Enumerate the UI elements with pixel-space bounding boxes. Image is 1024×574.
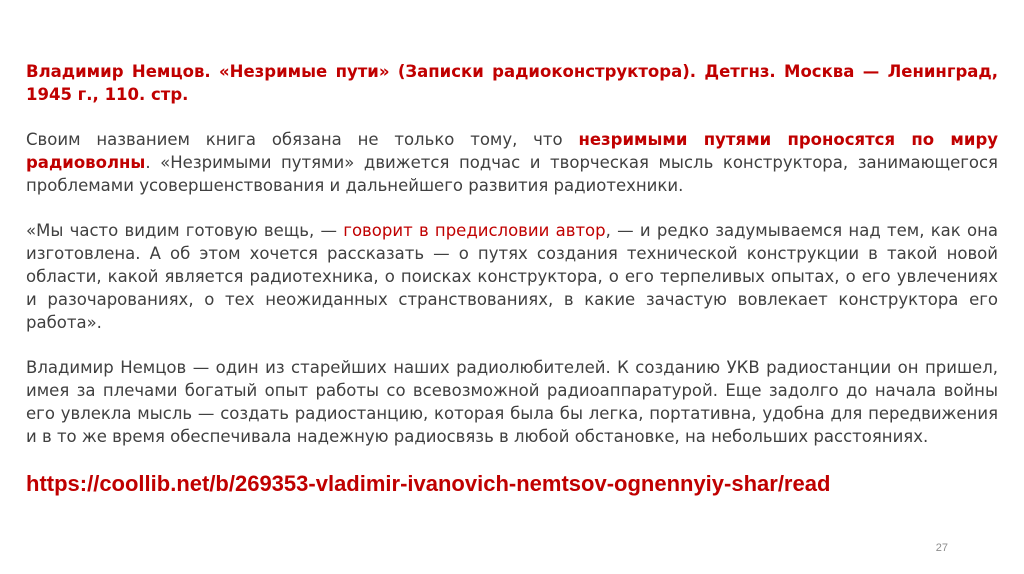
paragraph-text: , — и редко задумываемся над тем, как она изготовлена. А об этом хочется рассказать — о путях создания технической конструкции в такой новой области, какой является радиотехника, о поисках конструктора, о его терпеливых опытах, о его увлечениях и разочарованиях, о тех неожиданных странствованиях, в какие зачастую вовлекает конструктора его работа». [26, 221, 998, 332]
page-number: 27 [935, 542, 948, 554]
paragraph-text: «Мы часто видим готовую вещь, — [26, 221, 344, 240]
paragraph-about-author: Владимир Немцов — один из старейших наших радиолюбителей. К созданию УКВ радиостанции он пришел, имея за плечами богатый опыт работы со всевозможной радиоаппаратурой. Еще задолго до начала войны его увлекла мысль — создать радиостанцию, которая была бы легка, портативна, удобна для передвижения и в то же время обеспечивала надежную радиосвязь в любой обстановке, на небольших расстояниях. [26, 358, 998, 446]
book-title: Владимир Немцов. «Незримые пути» (Записки радиоконструктора). Детгнз. Москва — Ленинград, 1945 г., 110. стр. [26, 62, 998, 104]
highlight-radio-waves: незримыми путями проносятся по миру радиоволны [26, 130, 999, 172]
paragraph-book-name [26, 128, 998, 197]
paragraph-text: Своим названием книга обязана не только тому, что [26, 130, 579, 149]
paragraph-text: . «Незримыми путями» движется подчас и творческая мысль конструктора, занимающегося проблемами усовершенствования и дальнейшего развития радиотехники. [26, 153, 998, 195]
source-link[interactable]: https://coollib.net/b/269353-vladimir-ivanovich-nemtsov-ognennyiy-shar/read [26, 471, 831, 496]
highlight-author-says: говорит в предисловии автор [343, 221, 606, 240]
paragraph-author-quote [26, 219, 998, 334]
